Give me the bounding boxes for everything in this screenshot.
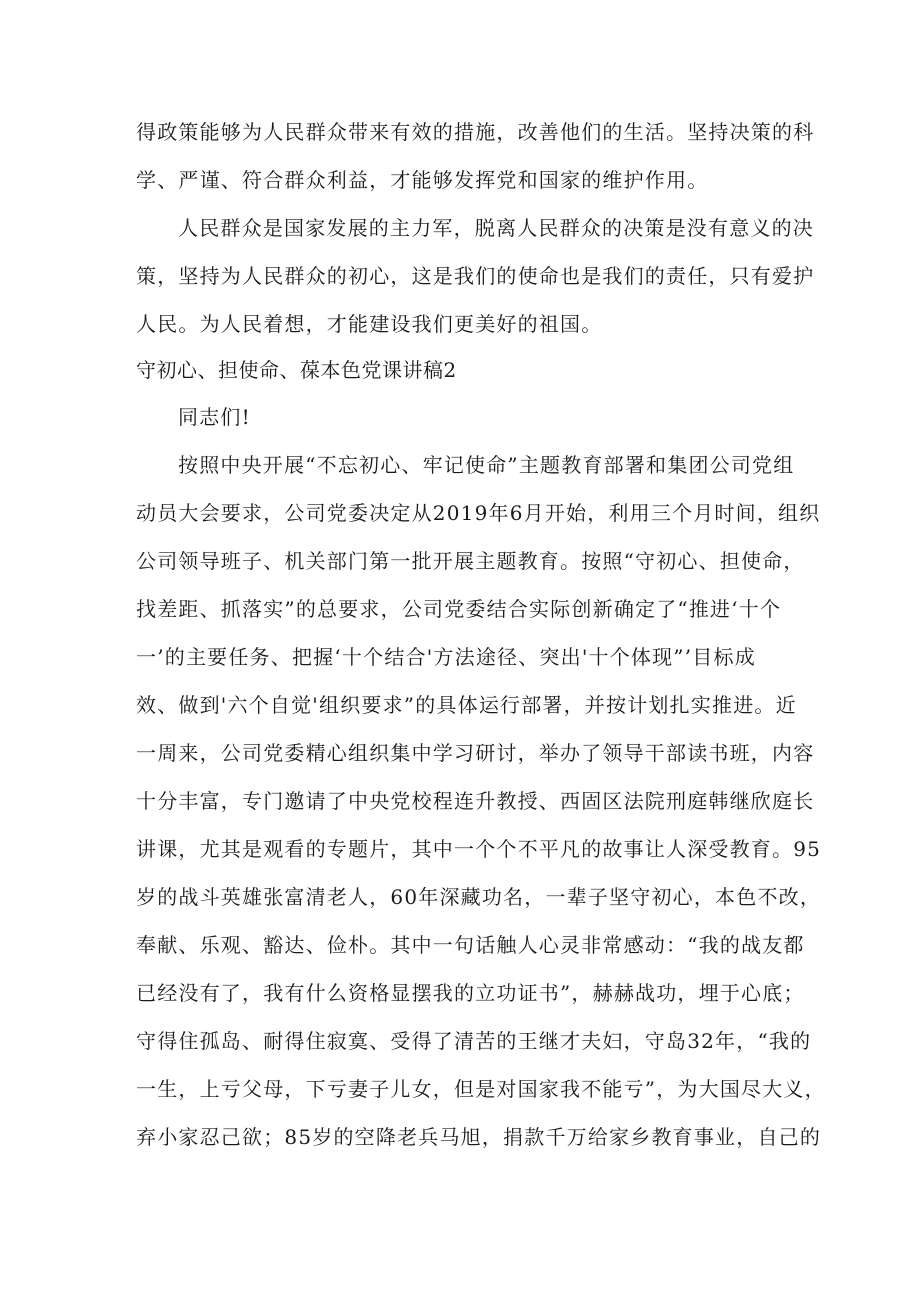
paragraph-3-line-4: 找差距、抓落实”的总要求，公司党委结合实际创新确定了“推进‘十个 [136, 597, 782, 621]
paragraph-3-line-9: 讲课，尤其是观看的专题片，其中一个个不平凡的故事让人深受教育。95 [136, 837, 822, 861]
paragraph-3-line-8: 十分丰富，专门邀请了中央党校程连升教授、西固区法院刑庭韩继欣庭长 [136, 789, 815, 813]
paragraph-2-line-2: 策，坚持为人民群众的初心，这是我们的使命也是我们的责任，只有爱护 [136, 264, 815, 288]
paragraph-1-line-1: 得政策能够为人民群众带来有效的措施，改善他们的生活。坚持决策的科 [136, 120, 815, 144]
paragraph-3-line-11: 奉献、乐观、豁达、俭朴。其中一句话触人心灵非常感动：“我的战友都 [136, 933, 805, 957]
paragraph-2-line-3: 人民。为人民着想，才能建设我们更美好的祖国。 [136, 312, 603, 336]
paragraph-3-line-5: 一’的主要任务、把握‘十个结合'方法途径、突出'十个体现”’目标成 [136, 645, 756, 669]
paragraph-3-line-6: 效、做到'六个自觉'组织要求”的具体运行部署，并按计划扎实推进。近 [136, 693, 797, 717]
paragraph-3-line-7: 一周来，公司党委精心组织集中学习研讨，举办了领导干部读书班，内容 [136, 741, 815, 765]
paragraph-3-line-2: 动员大会要求，公司党委决定从2019年6月开始，利用三个月时间，组织 [136, 501, 821, 525]
paragraph-1-line-2: 学、严谨、符合群众利益，才能够发挥党和国家的维护作用。 [136, 168, 709, 192]
paragraph-3-line-10: 岁的战斗英雄张富清老人，60年深藏功名，一辈子坚守初心，本色不改， [136, 885, 822, 909]
section-heading: 守初心、担使命、葆本色党课讲稿2 [136, 358, 457, 382]
greeting: 同志们! [178, 405, 251, 429]
paragraph-3-line-14: 一生，上亏父母，下亏妻子儿女，但是对国家我不能亏”，为大国尽大义， [136, 1077, 826, 1101]
paragraph-3-line-12: 已经没有了，我有什么资格显摆我的立功证书”，赫赫战功，埋于心底； [136, 981, 805, 1005]
paragraph-2-line-1: 人民群众是国家发展的主力军，脱离人民群众的决策是没有意义的决 [178, 216, 814, 240]
paragraph-3-line-13: 守得住孤岛、耐得住寂寞、受得了清苦的王继才夫妇，守岛32年，“我的 [136, 1029, 812, 1053]
paragraph-3-line-15: 弃小家忍己欲；85岁的空降老兵马旭，捐款千万给家乡教育事业，自己的 [136, 1125, 822, 1149]
paragraph-3-line-1: 按照中央开展“不忘初心、牢记使命”主题教育部署和集团公司党组 [178, 453, 795, 477]
paragraph-3-line-3: 公司领导班子、机关部门第一批开展主题教育。按照“守初心、担使命， [136, 549, 805, 573]
